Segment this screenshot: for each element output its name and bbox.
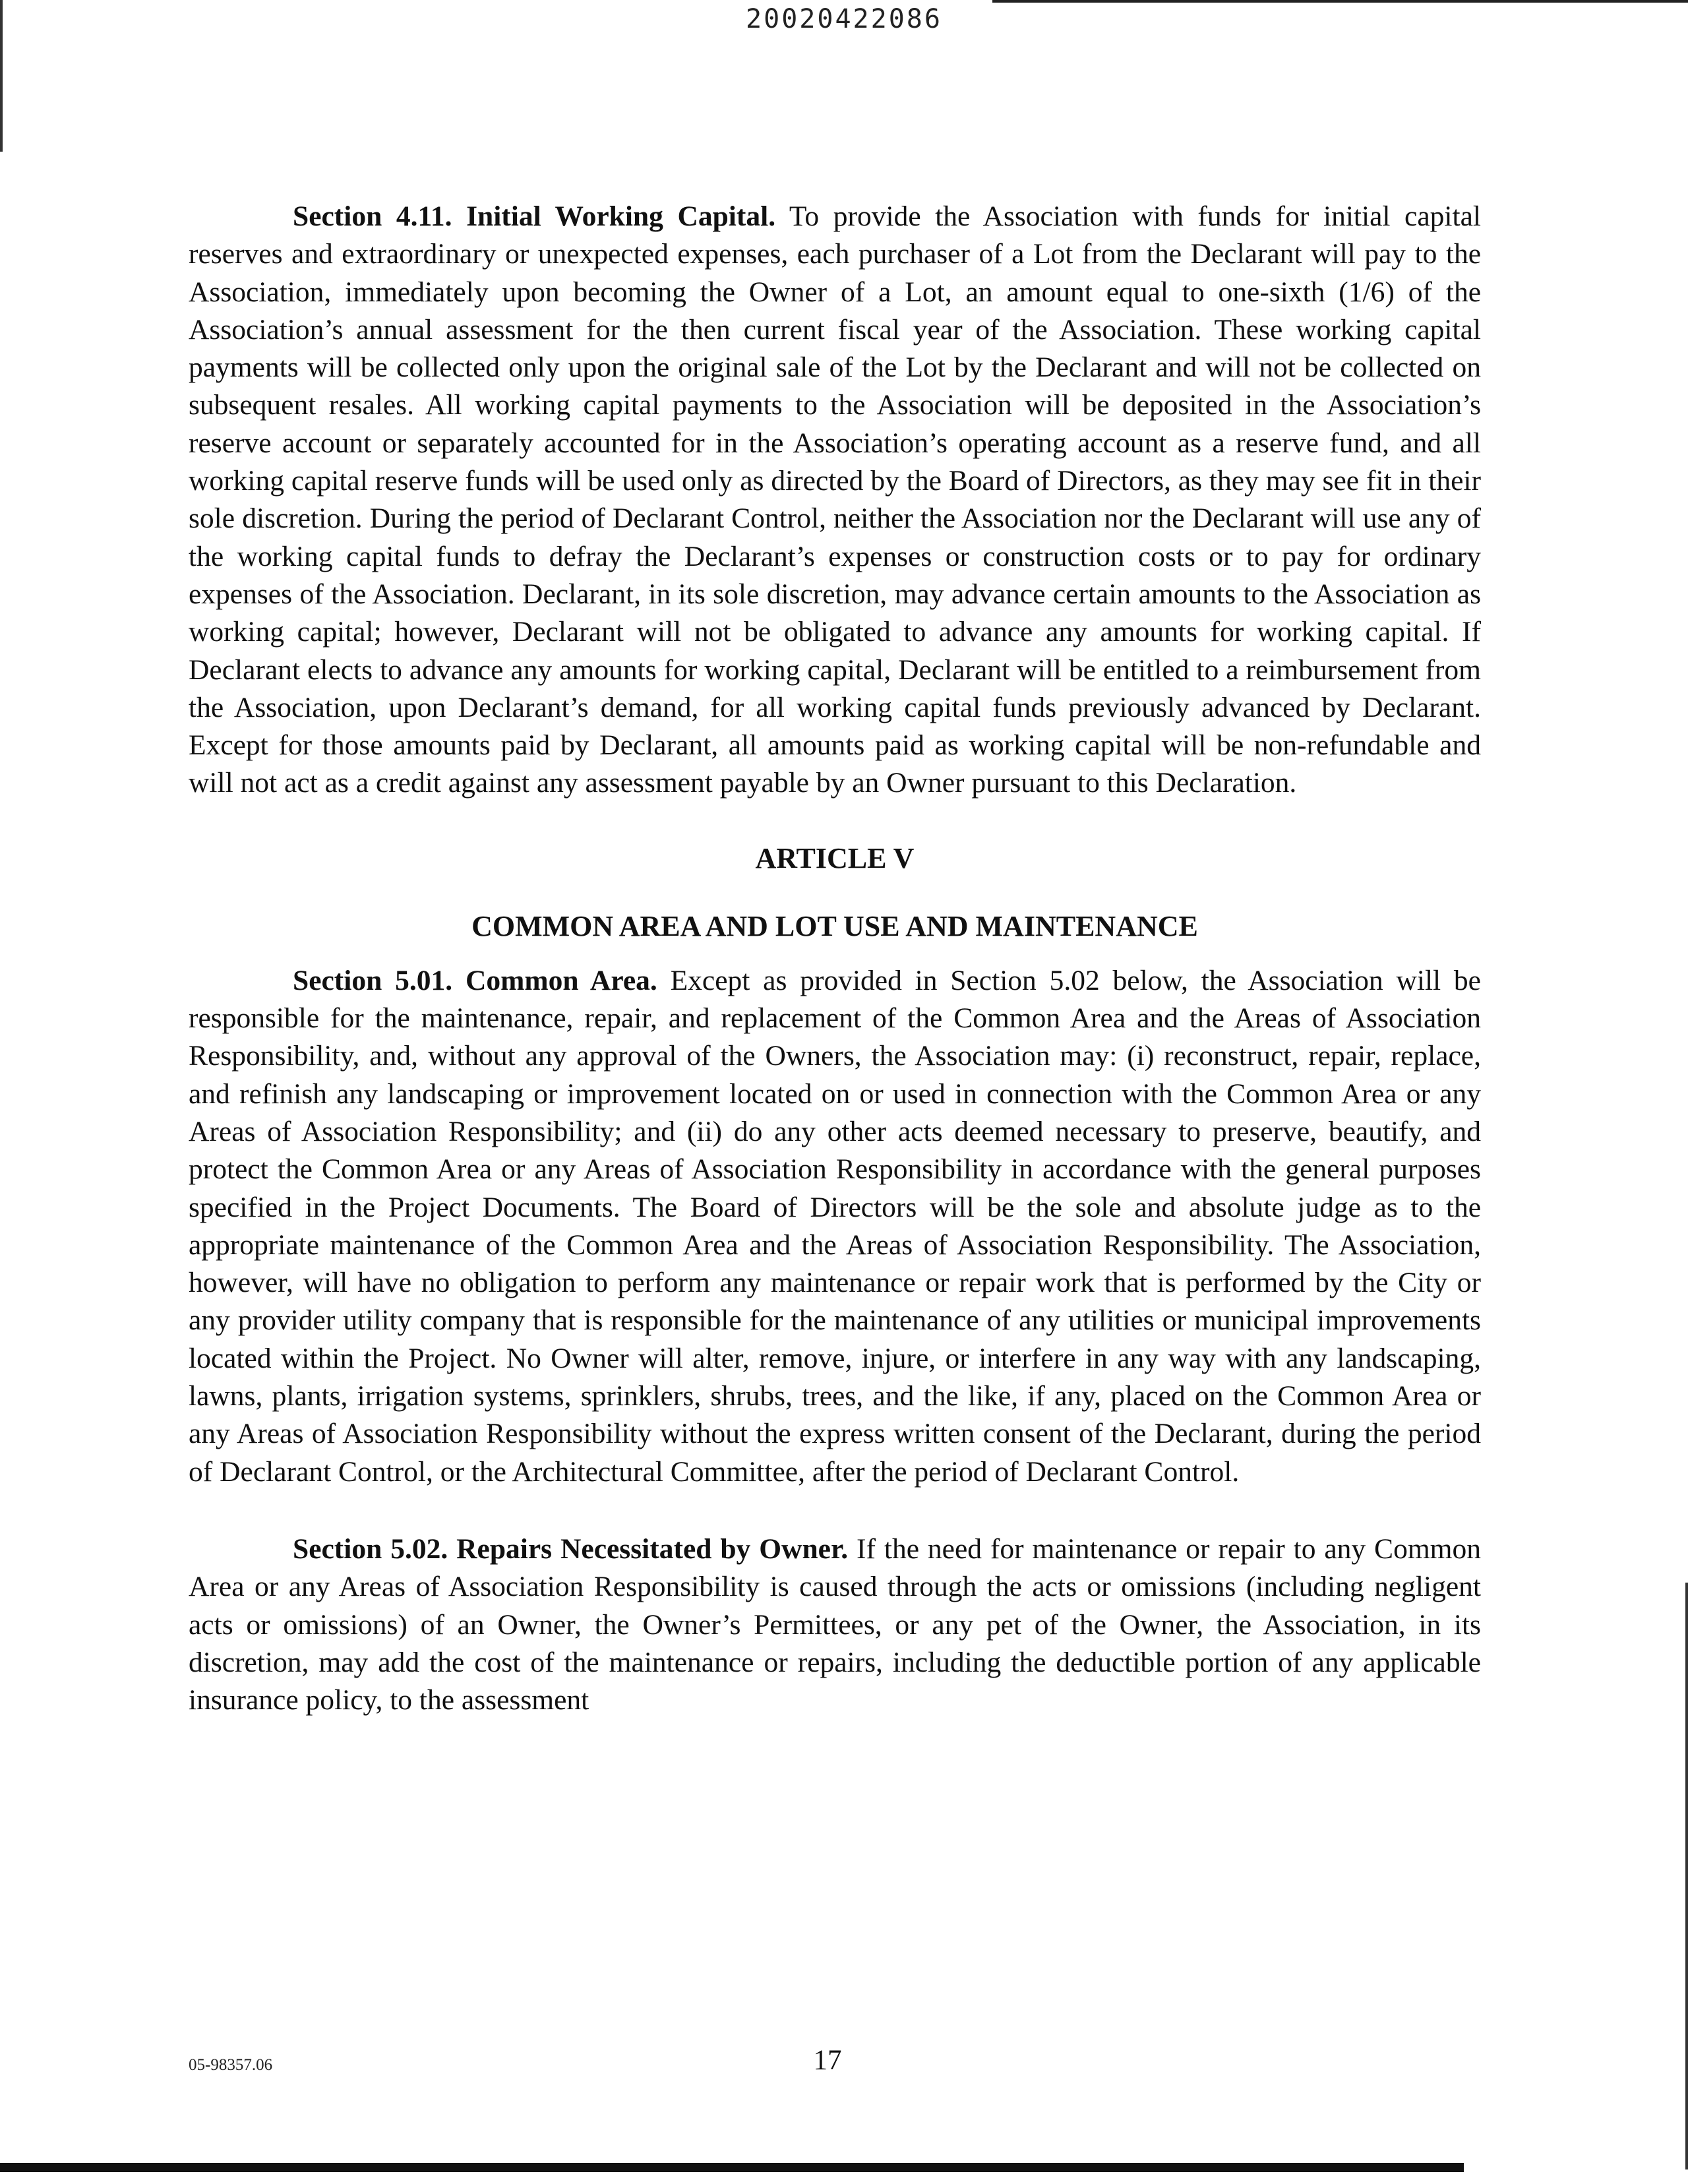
scan-top-edge-line <box>992 0 1688 3</box>
scan-right-edge-mark <box>1685 1583 1688 2169</box>
document-id-stamp: 20020422086 <box>746 4 942 34</box>
page-content <box>189 198 1481 1719</box>
section-4-11-body: To provide the Association with funds for initial capital reserves and extraordinary or unexpected expenses, each purchaser of a Lot from the Declarant will pay to the Association, immediately upon becoming the Owner of a Lot, an amount equal to one-sixth (1/6) of the Association’s annual assessment for the then current fiscal year of the Association. These working capital payments will be collected only upon the original sale of the Lot by the Declarant and will not be collected on subsequent resales. All working capital payments to the Association will be deposited in the Association’s reserve account or separately accounted for in the Association’s operating account as a reserve fund, and all working capital reserve funds will be used only as directed by the Board of Directors, as they may see fit in their sole discretion. During the period of Declarant Control, neither the Association nor the Declarant will use any of the working capital funds to defray the Declarant’s expenses or construction costs or to pay for ordinary expenses of the Association. Declarant, in its sole discretion, may advance certain amounts to the Association as working capital; however, Declarant will not be obligated to advance any amounts for working capital. If Declarant elects to advance any amounts for working capital, Declarant will be entitled to a reimbursement from the Association, upon Declarant’s demand, for all working capital funds previously advanced by Declarant. Except for those amounts paid by Declarant, all amounts paid as working capital will be non-refundable and will not act as a credit against any assessment payable by an Owner pursuant to this Declaration. <box>189 200 1481 799</box>
article-title: COMMON AREA AND LOT USE AND MAINTENANCE <box>471 909 1198 942</box>
section-5-01-paragraph <box>189 962 1481 1491</box>
paragraph-gap <box>189 1491 1481 1531</box>
footer-document-code: 05-98357.06 <box>189 2056 273 2074</box>
scan-bottom-edge-line <box>0 2163 1464 2172</box>
section-5-01-body: Except as provided in Section 5.02 below, the Association will be responsible for the maintenance, repair, and replacement of the Common Area and the Areas of Association Responsibility, and, without any approval of the Owners, the Association may: (i) reconstruct, repair, replace, and refinish any landscaping or improvement located on or used in connection with the Common Area or any Areas of Association Responsibility; and (ii) do any other acts deemed necessary to preserve, beautify, and protect the Common Area or any Areas of Association Responsibility in accordance with the general purposes specified in the Project Documents. The Board of Directors will be the sole and absolute judge as to the appropriate maintenance of the Common Area and the Areas of Association Responsibility. The Association, however, will have no obligation to perform any maintenance or repair work that is performed by the City or any provider utility company that is responsible for the maintenance of any utilities or municipal improvements located within the Project. No Owner will alter, remove, injure, or interfere in any way with any landscaping, lawns, plants, irrigation systems, sprinklers, shrubs, trees, and the like, if any, placed on the Common Area or any Areas of Association Responsibility without the express written consent of the Declarant, during the period of Declarant Control, or the Architectural Committee, after the period of Declarant Control. <box>189 964 1481 1488</box>
section-5-02-heading: Section 5.02. Repairs Necessitated by Owner. <box>293 1532 849 1565</box>
section-5-02-paragraph <box>189 1531 1481 1719</box>
article-number: ARTICLE V <box>755 841 915 874</box>
section-4-11-paragraph <box>189 198 1481 803</box>
section-4-11-heading: Section 4.11. Initial Working Capital. <box>293 200 776 232</box>
section-5-02-body: If the need for maintenance or repair to any Common Area or any Areas of Association Responsibility is caused through the acts or omissions (including negligent acts or omissions) of an Owner, the Owner’s Permittees, or any pet of the Owner, the Association, in its discretion, may add the cost of the maintenance or repairs, including the deductible portion of any applicable insurance policy, to the assessment <box>189 1532 1481 1716</box>
section-5-01-heading: Section 5.01. Common Area. <box>293 964 657 996</box>
page-number: 17 <box>813 2045 842 2076</box>
